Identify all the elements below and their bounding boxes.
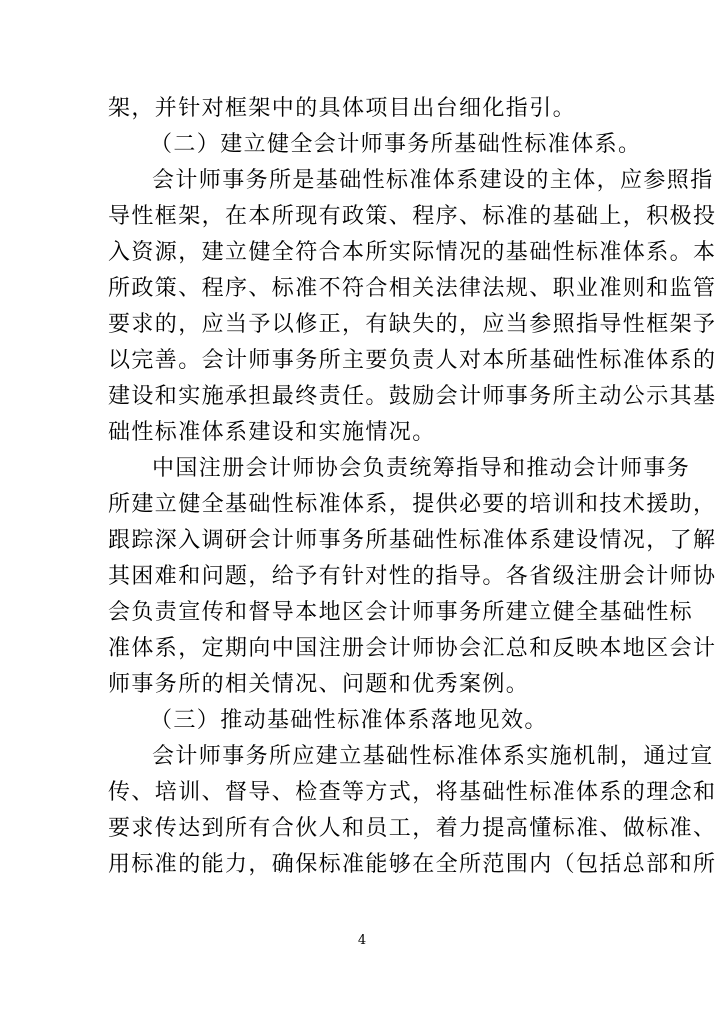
section-heading-3: （三）推动基础性标准体系落地见效。 — [150, 708, 548, 733]
paragraph-line: 导性框架，在本所现有政策、程序、标准的基础上，积极投 — [108, 204, 717, 229]
paragraph-line: 会负责宣传和督导本地区会计师事务所建立健全基础性标 — [108, 600, 694, 625]
paragraph-line: 中国注册会计师协会负责统筹指导和推动会计师事务 — [152, 456, 691, 481]
paragraph-line: 用标准的能力，确保标准能够在全所范围内（包括总部和所 — [108, 852, 717, 877]
paragraph-line: 准体系，定期向中国注册会计师协会汇总和反映本地区会计 — [108, 636, 717, 661]
paragraph-line: 传、培训、督导、检查等方式，将基础性标准体系的理念和 — [108, 780, 717, 805]
paragraph-line: 础性标准体系建设和实施情况。 — [108, 420, 436, 445]
text-line-continuation: 架，并针对框架中的具体项目出台细化指引。 — [108, 96, 577, 121]
paragraph-line: 要求的，应当予以修正，有缺失的，应当参照指导性框架予 — [108, 312, 717, 337]
page-number: 4 — [357, 933, 367, 948]
paragraph-line: 会计师事务所是基础性标准体系建设的主体，应参照指 — [152, 168, 714, 193]
paragraph-line: 所政策、程序、标准不符合相关法律法规、职业准则和监管 — [108, 276, 717, 301]
paragraph-line: 会计师事务所应建立基础性标准体系实施机制，通过宣 — [152, 744, 714, 769]
paragraph-line: 其困难和问题，给予有针对性的指导。各省级注册会计师协 — [108, 564, 717, 589]
paragraph-line: 要求传达到所有合伙人和员工，着力提高懂标准、做标准、 — [108, 816, 717, 841]
paragraph-line: 所建立健全基础性标准体系，提供必要的培训和技术援助， — [108, 492, 717, 517]
paragraph-line: 师事务所的相关情况、问题和优秀案例。 — [108, 672, 530, 697]
paragraph-line: 以完善。会计师事务所主要负责人对本所基础性标准体系的 — [108, 348, 717, 373]
paragraph-line: 建设和实施承担最终责任。鼓励会计师事务所主动公示其基 — [108, 384, 717, 409]
paragraph-line: 入资源，建立健全符合本所实际情况的基础性标准体系。本 — [108, 240, 717, 265]
paragraph-line: 跟踪深入调研会计师事务所基础性标准体系建设情况，了解 — [108, 528, 717, 553]
section-heading-2: （二）建立健全会计师事务所基础性标准体系。 — [150, 132, 642, 157]
